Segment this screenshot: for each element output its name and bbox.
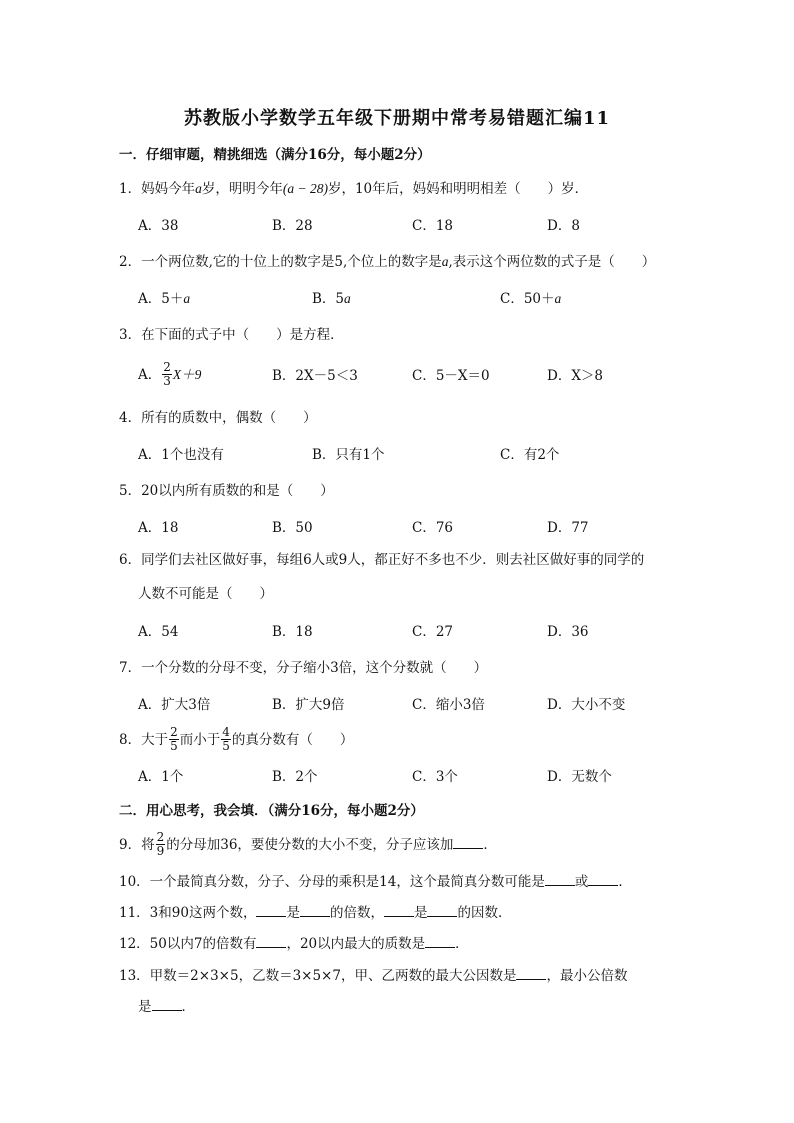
q8-text-a: 8．大于 [119, 732, 169, 748]
q2-option-c-text: C．50＋ [500, 291, 555, 307]
question-1 [119, 179, 588, 199]
question-6-line-1: 6．同学们去社区做好事，每组6人或9人，都正好不多也不少．则去社区做好事的同学的 [119, 552, 645, 568]
q2-option-a-var: a [183, 291, 191, 306]
question-5: 5．20以内所有质数的和是（ ） [119, 483, 334, 499]
q2-option-c-var: a [554, 291, 562, 306]
q13-answer-blank-2[interactable] [152, 997, 182, 1011]
q9-text-a: 9．将 [119, 837, 155, 853]
q13-text-b: ，最小公倍数 [546, 968, 628, 984]
q8-frac1-den: 5 [170, 739, 178, 753]
q8-option-a[interactable]: A．1个 [138, 769, 184, 785]
section-1-heading: 一．仔细审题，精挑细选（满分16分，每小题2分） [119, 147, 431, 163]
q3-fraction [162, 361, 172, 388]
q10-text-b: 或 [574, 874, 589, 890]
q11-answer-blank-1[interactable] [256, 903, 286, 917]
q13-text-a: 13．甲数＝2×3×5，乙数＝3×5×7，甲、乙两数的最大公因数是 [119, 968, 517, 984]
q8-fraction-1 [169, 726, 179, 753]
q3-frac-den: 3 [163, 374, 171, 388]
q1-option-b[interactable]: B．28 [272, 218, 313, 234]
q8-option-b[interactable]: B．2个 [272, 769, 318, 785]
q1-var: a [195, 181, 202, 196]
q1-text-a: 1．妈妈今年 [119, 181, 196, 197]
q8-option-c[interactable]: C．3个 [412, 769, 458, 785]
q11-answer-blank-4[interactable] [427, 903, 457, 917]
q11-text-a: 11．3和90这两个数， [119, 905, 257, 921]
question-3: 3．在下面的式子中（ ）是方程． [119, 327, 344, 343]
q10-answer-blank-2[interactable] [588, 872, 618, 886]
q2-text-b: ,表示这个两位数的式子是（ ） [448, 254, 656, 270]
q2-option-b-var: a [344, 291, 351, 306]
q13-answer-blank-1[interactable] [516, 966, 546, 980]
q9-answer-blank[interactable] [453, 835, 483, 849]
q11-text-e: 的因数． [457, 905, 512, 921]
q5-option-c[interactable]: C．76 [412, 520, 454, 536]
q8-frac2-num: 4 [222, 725, 230, 739]
question-12 [119, 934, 469, 954]
q1-expr: (a − 28) [282, 181, 328, 196]
q8-text-b: 而小于 [179, 732, 221, 748]
q3-option-d[interactable]: D．X＞8 [547, 368, 604, 384]
q2-option-a-text: A．5＋ [138, 291, 184, 307]
q3-option-a-rest: X＋9 [172, 367, 202, 382]
q3-option-c[interactable]: C．5－X＝0 [412, 368, 490, 384]
q3-option-a-label: A． [138, 367, 162, 383]
q8-fraction-2 [221, 726, 231, 753]
q12-text-a: 12．50以内7的倍数有 [119, 936, 257, 952]
q13-text-c: 是 [138, 999, 152, 1015]
q10-answer-blank-1[interactable] [545, 872, 575, 886]
q8-option-d[interactable]: D．无数个 [547, 769, 612, 785]
q7-option-d[interactable]: D．大小不变 [547, 697, 626, 713]
q5-option-d[interactable]: D．77 [547, 520, 589, 536]
q1-option-a[interactable]: A．38 [138, 218, 179, 234]
q2-option-b-text: B．5 [312, 291, 345, 307]
q8-frac1-num: 2 [170, 725, 178, 739]
section-2-heading: 二．用心思考，我会填．（满分16分，每小题2分） [119, 803, 424, 819]
question-10 [119, 872, 632, 892]
q12-text-c: ． [455, 936, 469, 952]
q7-option-b[interactable]: B．扩大9倍 [272, 697, 345, 713]
q5-option-b[interactable]: B．50 [272, 520, 313, 536]
q2-option-b[interactable] [312, 289, 351, 309]
q3-option-b[interactable]: B．2X－5＜3 [272, 368, 358, 384]
q4-option-b[interactable]: B．只有1个 [312, 447, 385, 463]
q2-option-a[interactable] [138, 289, 190, 309]
q3-frac-num: 2 [163, 360, 171, 374]
q13-text-d: ． [181, 999, 195, 1015]
q2-text-a: 2．一个两位数,它的十位上的数字是5,个位上的数字是 [119, 254, 442, 270]
q10-text-c: ． [618, 874, 632, 890]
q12-answer-blank-2[interactable] [425, 934, 455, 948]
q12-text-b: ，20以内最大的质数是 [286, 936, 426, 952]
q1-option-c[interactable]: C．18 [412, 218, 454, 234]
q2-var: a [441, 254, 449, 269]
q10-text-a: 10．一个最简真分数，分子、分母的乘积是14，这个最简真分数可能是 [119, 874, 545, 890]
question-4: 4．所有的质数中，偶数（ ） [119, 410, 317, 426]
q11-text-c: 的倍数， [329, 905, 384, 921]
question-8 [119, 727, 353, 754]
q6-option-d[interactable]: D．36 [547, 624, 589, 640]
q11-text-b: 是 [286, 905, 300, 921]
q8-text-c: 的真分数有（ ） [231, 732, 354, 748]
q6-option-c[interactable]: C．27 [412, 624, 454, 640]
q11-answer-blank-3[interactable] [384, 903, 414, 917]
question-2 [119, 252, 655, 272]
q12-answer-blank-1[interactable] [256, 934, 286, 948]
q9-fraction [156, 831, 166, 858]
question-6-line-2: 人数不可能是（ ） [138, 586, 273, 602]
question-11 [119, 903, 511, 923]
question-9 [119, 832, 497, 859]
q9-frac-den: 9 [156, 844, 165, 858]
page-title: 苏教版小学数学五年级下册期中常考易错题汇编11 [183, 108, 611, 129]
question-13-line-2 [138, 997, 195, 1017]
q7-option-c[interactable]: C．缩小3倍 [412, 697, 485, 713]
q7-option-a[interactable]: A．扩大3倍 [138, 697, 211, 713]
q2-option-c[interactable] [500, 289, 561, 309]
q1-option-d[interactable]: D．8 [547, 218, 580, 234]
q5-option-a[interactable]: A．18 [138, 520, 179, 536]
q4-option-c[interactable]: C．有2个 [500, 447, 560, 463]
q4-option-a[interactable]: A．1个也没有 [138, 447, 224, 463]
question-13-line-1 [119, 966, 627, 986]
q1-text-b: 岁，明明今年 [201, 181, 283, 197]
q11-text-d: 是 [413, 905, 428, 921]
q9-frac-num: 2 [156, 830, 165, 844]
q9-text-b: 的分母加36，要使分数的大小不变，分子应该加 [166, 837, 454, 853]
q3-option-a[interactable] [138, 362, 201, 389]
q8-frac2-den: 5 [222, 739, 230, 753]
question-7: 7．一个分数的分母不变，分子缩小3倍，这个分数就（ ） [119, 660, 488, 676]
q6-option-b[interactable]: B．18 [272, 624, 313, 640]
q9-text-c: ． [483, 837, 497, 853]
q6-option-a[interactable]: A．54 [138, 624, 179, 640]
q11-answer-blank-2[interactable] [300, 903, 330, 917]
q1-text-c: 岁，10年后，妈妈和明明相差（ ）岁． [327, 181, 589, 197]
